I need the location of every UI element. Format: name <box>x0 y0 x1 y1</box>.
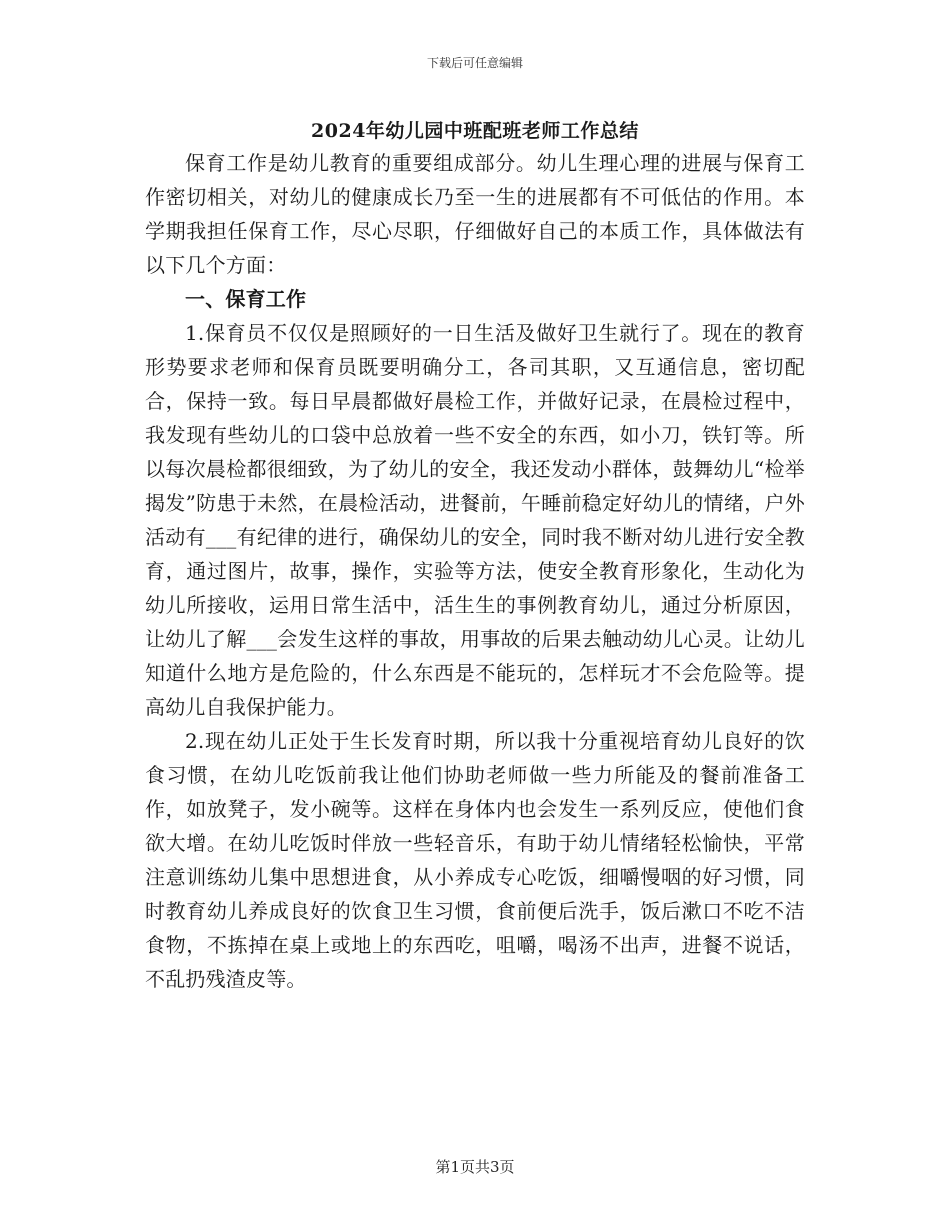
paragraph-safety: 1.保育员不仅仅是照顾好的一日生活及做好卫生就行了。现在的教育形势要求老师和保育员既要明确分工，各司其职，又互通信息，密切配合，保持一致。每日早晨都做好晨检工作，并做好记录，在晨检过程中，我发现有些幼儿的口袋中总放着一些不安全的东西，如小刀，铁钉等。所以每次晨检都很细致，为了幼儿的安全，我还发动小群体，鼓舞幼儿“检举揭发”防患于未然，在晨检活动，进餐前，午睡前稳定好幼儿的情绪，户外活动有___有纪律的进行，确保幼儿的安全，同时我不断对幼儿进行安全教育，通过图片，故事，操作，实验等方法，使安全教育形象化，生动化为幼儿所接收，运用日常生活中，活生生的事例教育幼儿，通过分析原因，让幼儿了解___会发生这样的事故，用事故的后果去触动幼儿心灵。让幼儿知道什么地方是危险的，什么东西是不能玩的，怎样玩才不会危险等。提高幼儿自我保护能力。 <box>145 321 805 719</box>
intro-paragraph: 保育工作是幼儿教育的重要组成部分。幼儿生理心理的进展与保育工作密切相关，对幼儿的健康成长乃至一生的进展都有不可低估的作用。本学期我担任保育工作，尽心尽职，仔细做好自己的本质工作，具体做法有以下几个方面： <box>145 151 805 277</box>
page-number: 第1页共3页 <box>435 1158 515 1176</box>
document-body <box>145 146 805 996</box>
page-header: 下载后可任意编辑 <box>426 56 523 70</box>
section-heading-care-work: 一、保育工作 <box>185 287 307 311</box>
paragraph-eating-habits: 2.现在幼儿正处于生长发育时期，所以我十分重视培育幼儿良好的饮食习惯，在幼儿吃饭前我让他们协助老师做一些力所能及的餐前准备工作，如放凳子，发小碗等。这样在身体内也会发生一系列反应，使他们食欲大增。在幼儿吃饭时伴放一些轻音乐，有助于幼儿情绪轻松愉快，平常注意训练幼儿集中思想进食，从小养成专心吃饭，细嚼慢咽的好习惯，同时教育幼儿养成良好的饮食卫生习惯，食前便后洗手，饭后漱口不吃不洁食物，不拣掉在桌上或地上的东西吃，咀嚼，喝汤不出声，进餐不说话，不乱扔残渣皮等。 <box>145 729 805 991</box>
document-title: 2024年幼儿园中班配班老师工作总结 <box>311 120 639 142</box>
